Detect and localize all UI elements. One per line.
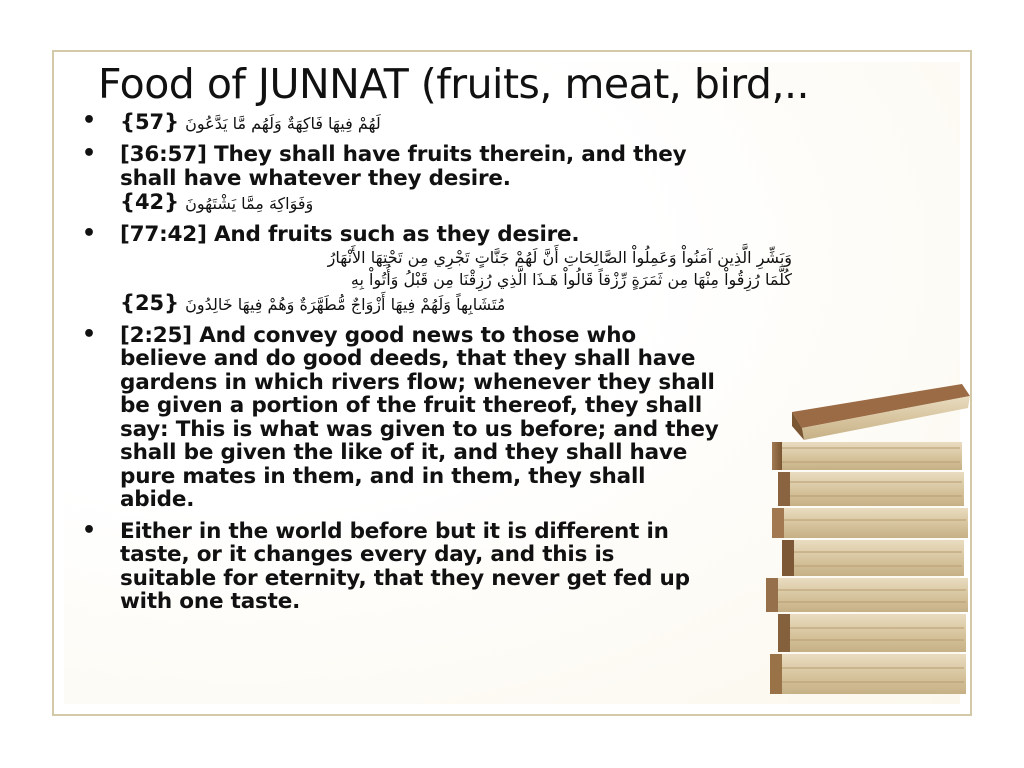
- arabic-verse: كُلَّمَا رُزِقُواْ مِنْهَا مِن ثَمَرَةٍ رِّزْقاً قَالُواْ هَـذَا الَّذِي رُزِقْنَا مِن قَبْلُ وَأُتُواْ بِهِ: [350, 269, 792, 289]
- english-line: [36:57] They shall have fruits therein, and they: [120, 142, 687, 167]
- arabic-verse-line: [120, 190, 792, 215]
- verse-reference: {42}: [120, 190, 180, 214]
- english-line: be given a portion of the fruit thereof, they shall: [120, 393, 702, 418]
- bullet-marker: •: [82, 108, 97, 133]
- english-line: abide.: [120, 487, 195, 512]
- bullet-marker: •: [82, 221, 97, 246]
- slide: [52, 50, 972, 716]
- arabic-verse: لَهُمْ فِيهَا فَاكِهَةٌ وَلَهُم مَّا يَدَّعُونَ: [185, 114, 381, 133]
- arabic-verse: وَفَوَاكِهَ مِمَّا يَشْتَهُونَ: [185, 194, 314, 213]
- english-line: gardens in which rivers flow; whenever they shall: [120, 369, 715, 395]
- english-line: pure mates in them, and in them, they shall: [120, 463, 646, 489]
- slide-title: Food of JUNNAT (fruits, meat, bird,..: [98, 60, 810, 108]
- english-line: say: This is what was given to us before; and they: [120, 416, 719, 442]
- english-line: [2:25] And convey good news to those who: [120, 322, 636, 348]
- bullet-item: [82, 223, 792, 316]
- bullet-item: [82, 517, 792, 614]
- english-line: Either in the world before but it is different in: [120, 518, 669, 544]
- arabic-verse-line: [120, 110, 792, 135]
- arabic-verse-line: [120, 291, 792, 316]
- english-line: shall have whatever they desire.: [120, 165, 511, 191]
- verse-reference: {25}: [120, 290, 180, 315]
- bullet-list: [82, 110, 792, 622]
- english-line: [77:42] And fruits such as they desire.: [120, 222, 580, 247]
- english-line: taste, or it changes every day, and this is: [120, 542, 615, 567]
- bullet-marker: •: [82, 141, 97, 166]
- bullet-marker: •: [82, 321, 97, 347]
- books-stack-image: [762, 382, 972, 702]
- arabic-verse: مُتَشَابِهاً وَلَهُمْ فِيهَا أَزْوَاجٌ مُّطَهَّرَةٌ وَهُمْ فِيهَا خَالِدُونَ: [185, 294, 506, 314]
- bullet-item: [82, 143, 792, 215]
- bullet-item: [82, 321, 792, 512]
- bullet-item: [82, 110, 792, 135]
- english-line: with one taste.: [120, 589, 301, 614]
- english-line: believe and do good deeds, that they shall have: [120, 346, 696, 371]
- arabic-verse: وَبَشِّرِ الَّذِين آمَنُواْ وَعَمِلُواْ الصَّالِحَاتِ أَنَّ لَهُمْ جَنَّاتٍ تَجْرِي مِن تَحْتِهَا الأَنْهَارُ: [327, 247, 792, 267]
- verse-reference: {57}: [120, 110, 180, 134]
- english-line: shall be given the like of it, and they shall have: [120, 440, 688, 465]
- english-line: suitable for eternity, that they never get fed up: [120, 565, 690, 591]
- bullet-marker: •: [82, 517, 97, 543]
